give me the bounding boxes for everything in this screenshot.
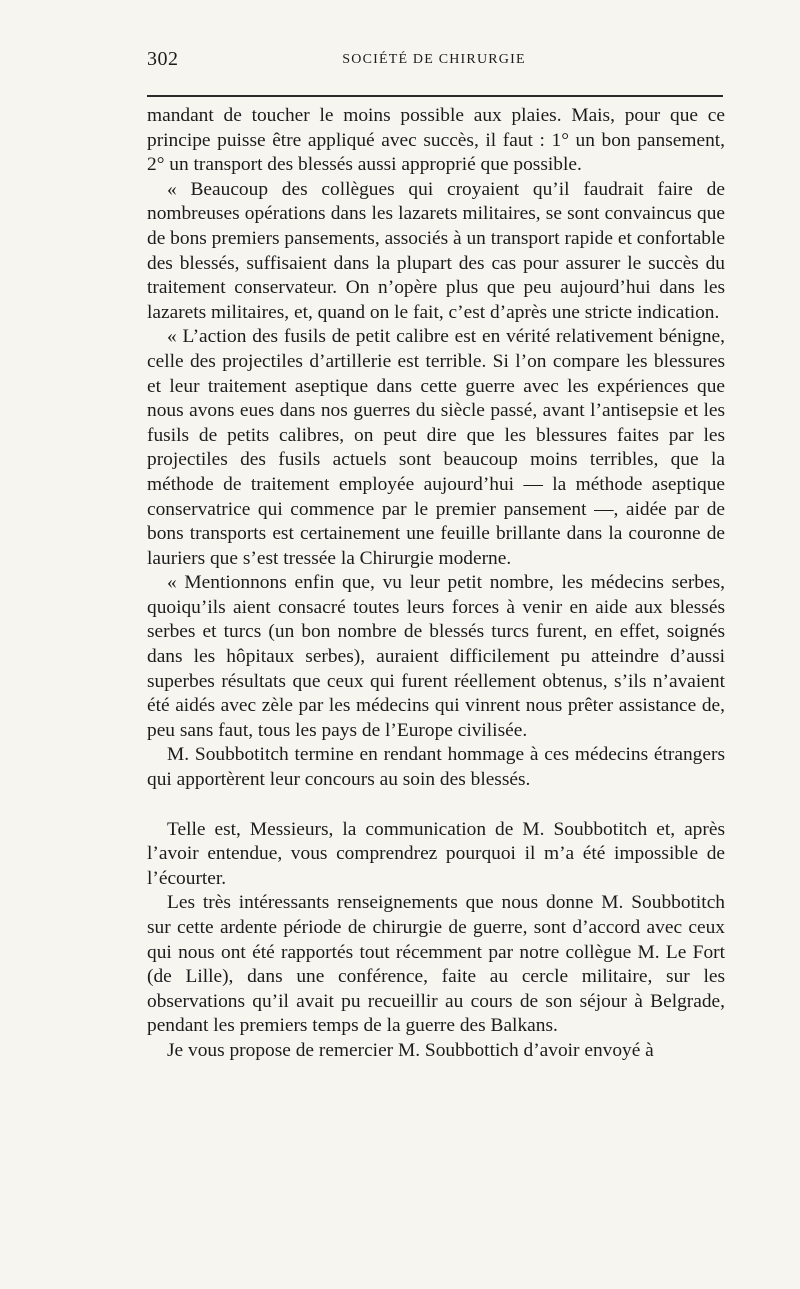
paragraph-continuation: mandant de toucher le moins possible aux plaies. Mais, pour que ce principe puisse être appliqué avec succès, il faut : 1° un bon pansement, 2° un transport des blessés aussi approprié que possible. bbox=[147, 105, 725, 176]
paragraph-conclusion: M. Soubbotitch termine en rendant hommage à ces médecins étrangers qui apportèrent leur concours au soin des blessés. bbox=[147, 744, 725, 791]
header-rule bbox=[147, 95, 723, 97]
paragraph-quote-2: « L’action des fusils de petit calibre est en vérité relativement bénigne, celle des projectiles d’artillerie est terrible. Si l’on compare les blessures et leur traitement aseptique dans cette guerre avec les expériences que nous avons eues dans nos guerres du siècle passé, avant l’antisepsie et les fusils de petits calibres, on peut dire que les blessures faites par les projectiles des fusils actuels sont beaucoup moins terribles, que la méthode de traitement employée aujourd’hui — la méthode aseptique conservatrice qui commence par le premier pansement —, aidée par de bons transports est certainement une feuille brillante dans la couronne de lauriers que s’est tressée la Chirurgie moderne. bbox=[147, 326, 725, 569]
running-title: SOCIÉTÉ DE CHIRURGIE bbox=[342, 52, 526, 67]
body-text bbox=[147, 104, 725, 1064]
page-number: 302 bbox=[147, 48, 179, 70]
paragraph-reporter-1: Telle est, Messieurs, la communication de M. Soubbotitch et, après l’avoir entendue, vous comprendrez pourquoi il m’a été impossible de l’écourter. bbox=[147, 818, 725, 889]
paragraph-quote-3: « Mentionnons enfin que, vu leur petit nombre, les médecins serbes, quoiqu’ils aient consacré toutes leurs forces à venir en aide aux blessés serbes et turcs (un bon nombre de blessés turcs furent, en effet, soignés dans les hôpitaux serbes), auraient difficilement pu atteindre d’aussi superbes résultats que ceux qui furent réellement obtenus, s’ils n’avaient été aidés avec zèle par les médecins qui vinrent nous prêter assistance de, peu sans faut, tous les pays de l’Europe civilisée. bbox=[147, 572, 725, 741]
section-gap bbox=[147, 793, 725, 818]
page-header bbox=[147, 48, 721, 78]
paragraph-quote-1: « Beaucoup des collègues qui croyaient qu’il faudrait faire de nombreuses opérations dans les lazarets militaires, se sont convaincus que de bons premiers pansements, associés à un transport rapide et confortable des blessés, suffisaient dans la plupart des cas pour assurer le succès du traitement conservateur. On n’opère plus que peu aujourd’hui dans les lazarets militaires, et, quand on le fait, c’est d’après une stricte indication. bbox=[147, 178, 725, 323]
paragraph-reporter-3: Je vous propose de remercier M. Soubbottich d’avoir envoyé à bbox=[167, 1039, 654, 1061]
paragraph-reporter-2: Les très intéressants renseignements que nous donne M. Soubbotitch sur cette ardente période de chirurgie de guerre, sont d’accord avec ceux qui nous ont été rapportés tout récemment par notre collègue M. Le Fort (de Lille), dans une conférence, faite au cercle militaire, sur les observations qu’il avait pu recueillir au cours de son séjour à Belgrade, pendant les premiers temps de la guerre des Balkans. bbox=[147, 892, 725, 1037]
